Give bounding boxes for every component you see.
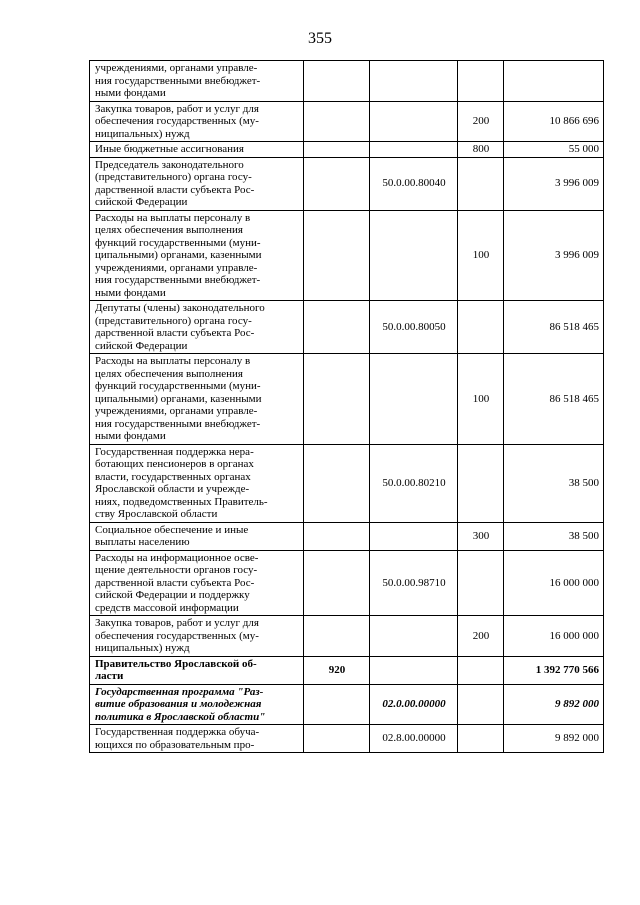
row-expense-type-cell: 200 [458,101,504,142]
row-sum-cell: 3 996 009 [504,157,604,210]
table-row [90,656,604,684]
row-admin-code-cell [304,616,370,657]
row-name-cell: Социальное обеспечение и иные выплаты населению [90,522,304,550]
row-name-cell: Председатель законодательного (представительного) органа госу- дарственной власти субъекта Рос- сийской Федерации [90,157,304,210]
row-sum-cell: 9 892 000 [504,684,604,725]
row-sum-cell: 55 000 [504,142,604,158]
row-target-article-cell: 02.8.00.00000 [370,725,458,753]
row-name-cell: учреждениями, органами управле- ния государственными внебюджет- ными фондами [90,61,304,102]
table-row [90,684,604,725]
table-row [90,210,604,301]
table-row [90,354,604,445]
row-sum-cell: 16 000 000 [504,616,604,657]
row-name-cell: Закупка товаров, работ и услуг для обеспечения государственных (му- ниципальных) нужд [90,101,304,142]
row-admin-code-cell [304,522,370,550]
table-row [90,725,604,753]
table-row [90,616,604,657]
row-sum-cell: 16 000 000 [504,550,604,616]
page-number: 355 [308,30,332,47]
row-target-article-cell [370,656,458,684]
row-expense-type-cell: 800 [458,142,504,158]
row-name-cell: Иные бюджетные ассигнования [90,142,304,158]
row-sum-cell: 86 518 465 [504,301,604,354]
row-target-article-cell: 50.0.00.80210 [370,444,458,522]
row-target-article-cell [370,61,458,102]
row-admin-code-cell [304,444,370,522]
row-target-article-cell [370,101,458,142]
row-admin-code-cell [304,725,370,753]
row-admin-code-cell [304,142,370,158]
row-name-cell: Правительство Ярославской об- ласти [90,656,304,684]
row-admin-code-cell [304,210,370,301]
table-row [90,522,604,550]
row-sum-cell [504,61,604,102]
row-target-article-cell: 50.0.00.80040 [370,157,458,210]
row-admin-code-cell [304,354,370,445]
row-target-article-cell [370,142,458,158]
row-expense-type-cell [458,656,504,684]
table-row [90,301,604,354]
row-name-cell: Закупка товаров, работ и услуг для обеспечения государственных (му- ниципальных) нужд [90,616,304,657]
row-name-cell: Государственная программа "Раз- витие образования и молодежная политика в Ярославской области" [90,684,304,725]
row-expense-type-cell [458,684,504,725]
table-row [90,142,604,158]
row-admin-code-cell: 920 [304,656,370,684]
row-admin-code-cell [304,61,370,102]
row-target-article-cell: 50.0.00.98710 [370,550,458,616]
row-target-article-cell [370,616,458,657]
table-row [90,550,604,616]
row-expense-type-cell: 100 [458,354,504,445]
row-name-cell: Депутаты (члены) законодательного (представительного) органа госу- дарственной власти субъекта Рос- сийской Федерации [90,301,304,354]
row-sum-cell: 10 866 696 [504,101,604,142]
row-expense-type-cell [458,550,504,616]
table-row [90,157,604,210]
row-expense-type-cell [458,157,504,210]
row-target-article-cell [370,354,458,445]
row-expense-type-cell [458,725,504,753]
row-sum-cell: 1 392 770 566 [504,656,604,684]
row-admin-code-cell [304,157,370,210]
row-expense-type-cell: 200 [458,616,504,657]
table-row [90,61,604,102]
row-sum-cell: 38 500 [504,522,604,550]
row-admin-code-cell [304,550,370,616]
row-target-article-cell: 02.0.00.00000 [370,684,458,725]
row-name-cell: Расходы на выплаты персоналу в целях обеспечения выполнения функций государственными (муни- ципальными) органами, казенными учреждениями, органами управле- ния государственными внебюджет- ными фондами [90,210,304,301]
row-admin-code-cell [304,101,370,142]
row-expense-type-cell [458,61,504,102]
row-name-cell: Расходы на информационное осве- щение деятельности органов госу- дарственной власти субъекта Рос- сийской Федерации и поддержку средств массовой информации [90,550,304,616]
row-sum-cell: 9 892 000 [504,725,604,753]
row-target-article-cell: 50.0.00.80050 [370,301,458,354]
row-sum-cell: 86 518 465 [504,354,604,445]
row-target-article-cell [370,210,458,301]
row-admin-code-cell [304,301,370,354]
table-row [90,101,604,142]
budget-table-body [90,61,604,753]
row-sum-cell: 3 996 009 [504,210,604,301]
table-row [90,444,604,522]
row-target-article-cell [370,522,458,550]
row-admin-code-cell [304,684,370,725]
row-expense-type-cell: 100 [458,210,504,301]
row-name-cell: Государственная поддержка нера- ботающих пенсионеров в органах власти, государственных органах Ярославской области и учрежде- ниях, подведомственных Правитель- ству Ярославской области [90,444,304,522]
budget-table [89,60,604,753]
row-name-cell: Государственная поддержка обуча- ющихся по образовательным про- [90,725,304,753]
row-sum-cell: 38 500 [504,444,604,522]
row-name-cell: Расходы на выплаты персоналу в целях обеспечения выполнения функций государственными (муни- ципальными) органами, казенными учреждениями, органами управле- ния государственными внебюджет- ными фондами [90,354,304,445]
row-expense-type-cell: 300 [458,522,504,550]
row-expense-type-cell [458,301,504,354]
row-expense-type-cell [458,444,504,522]
